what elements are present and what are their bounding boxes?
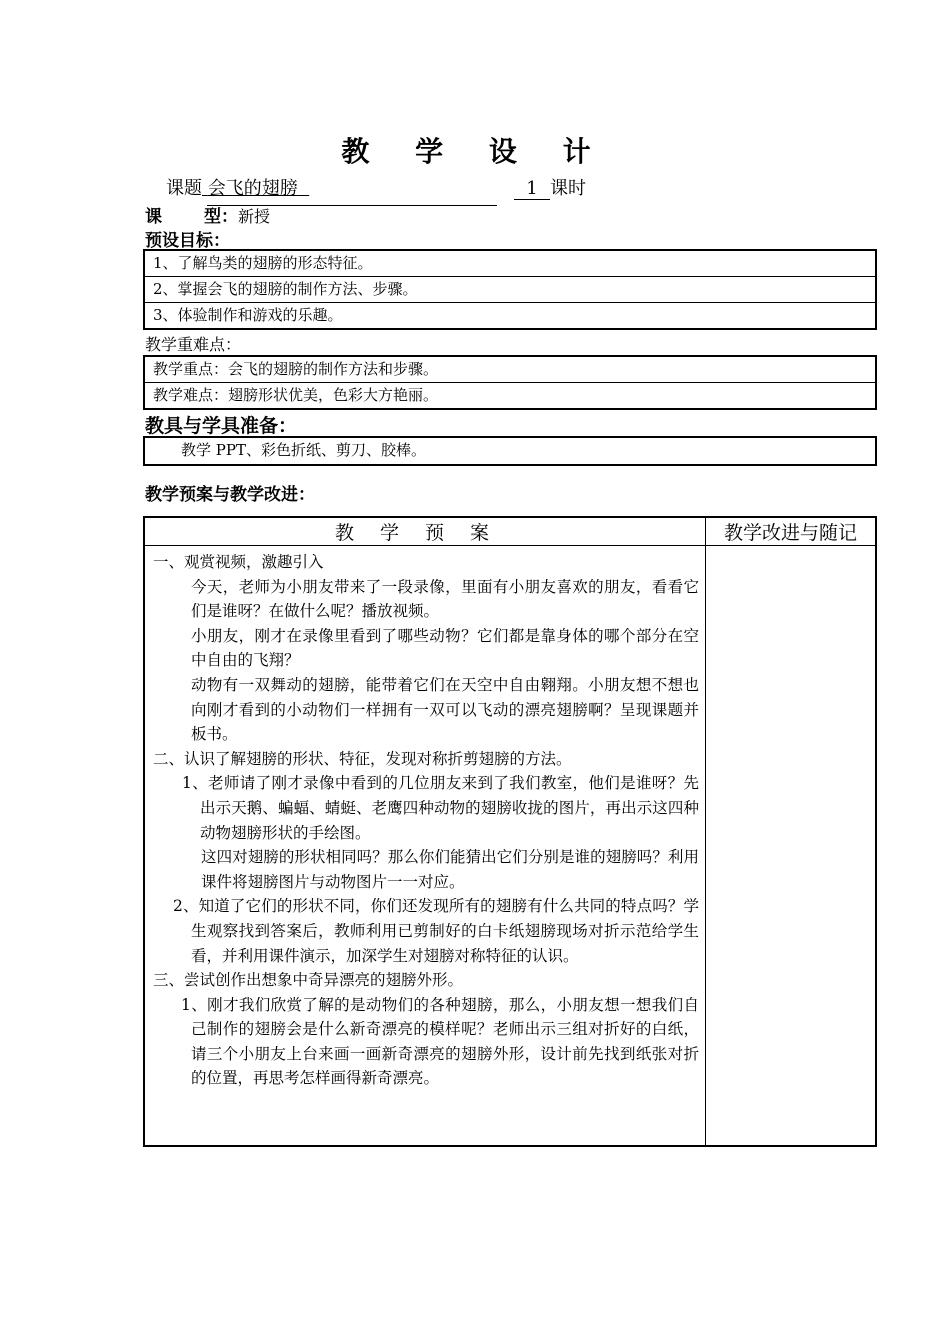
plan-paragraph: 这四对翅膀的形状相同吗？那么你们能猜出它们分别是谁的翅膀吗？利用课件将翅膀图片与动物图片一一对应。 xyxy=(201,848,699,891)
plan-paragraph: 三、尝试创作出想象中奇异漂亮的翅膀外形。 xyxy=(153,971,464,990)
materials-heading: 教具与学具准备： xyxy=(145,415,298,437)
plan-content-cell xyxy=(144,546,706,1147)
type-label-1: 课 xyxy=(145,207,162,227)
key-points-box xyxy=(143,355,877,410)
materials-box xyxy=(143,436,877,466)
plan-paragraph: 二、认识了解翅膀的形状、特征，发现对称折剪翅膀的方法。 xyxy=(153,749,572,768)
objectives-heading: 预设目标： xyxy=(145,231,230,251)
plan-paragraph: 2、知道了它们的形状不同，你们还发现所有的翅膀有什么共同的特点吗？学生观察找到答案后，教师利用已剪制好的白卡纸翅膀现场对折示范给学生看，并利用课件演示，加深学生对翅膀对称特征的认识。 xyxy=(173,897,699,965)
hours-row xyxy=(514,174,586,200)
plan-paragraph: 动物有一双舞动的翅膀，能带着它们在天空中自由翱翔。小朋友想不想也向刚才看到的小动物们一样拥有一双可以飞动的漂亮翅膀啊？呈现课题并板书。 xyxy=(191,675,699,744)
topic-label: 课题 xyxy=(166,178,202,199)
plan-paragraph: 1、刚才我们欣赏了解的是动物们的各种翅膀，那么，小朋友想一想我们自己制作的翅膀会是什么新奇漂亮的模样呢？老师出示三组对折好的白纸，请三个小朋友上台来画一画新奇漂亮的翅膀外形，设计前先找到纸张对折的位置，再思考怎样画得新奇漂亮。 xyxy=(181,995,699,1088)
plan-paragraph: 小朋友，刚才在录像里看到了哪些动物？它们都是靠身体的哪个部分在空中自由的飞翔？ xyxy=(191,626,699,670)
topic-row xyxy=(166,174,309,200)
type-label-2: 型： xyxy=(204,207,238,227)
plan-heading: 教学预案与教学改进： xyxy=(145,485,315,505)
hours-value: 1 xyxy=(514,178,550,200)
key-point-item: 教学难点：翅膀形状优美，色彩大方艳丽。 xyxy=(153,386,439,404)
objectives-box xyxy=(143,249,877,330)
objective-item: 1、了解鸟类的翅膀的形态特征。 xyxy=(145,251,875,277)
page-title: 教 学 设 计 xyxy=(341,135,609,168)
plan-paragraph: 一、观赏视频，激趣引入 xyxy=(153,553,324,571)
objective-item: 2、掌握会飞的翅膀的制作方法、步骤。 xyxy=(145,277,875,303)
key-point-item: 教学重点：会飞的翅膀的制作方法和步骤。 xyxy=(145,357,875,383)
plan-column-header: 教学预案 xyxy=(144,517,706,546)
materials-text: 教学 PPT、彩色折纸、剪刀、胶棒。 xyxy=(181,441,426,459)
key-points-heading: 教学重难点： xyxy=(145,335,242,354)
topic-value: 会飞的翅膀 xyxy=(207,178,298,199)
lesson-plan-table xyxy=(143,516,877,1147)
type-value: 新授 xyxy=(238,207,271,226)
plan-paragraph: 1、老师请了刚才录像中看到的几位朋友来到了我们教室，他们是谁呀？先出示天鹅、蝙蝠、蜻蜓、老鹰四种动物的翅膀收拢的图片，再出示这四种动物翅膀形状的手绘图。 xyxy=(182,774,699,842)
notes-cell[interactable] xyxy=(706,546,877,1147)
notes-column-header: 教学改进与随记 xyxy=(706,517,877,546)
plan-paragraph: 今天，老师为小朋友带来了一段录像，里面有小朋友喜欢的朋友，看看它们是谁呀？在做什么呢？播放视频。 xyxy=(191,577,699,621)
lesson-type-row xyxy=(145,202,270,227)
hours-label: 课时 xyxy=(550,178,586,199)
objective-item: 3、体验制作和游戏的乐趣。 xyxy=(153,306,343,324)
